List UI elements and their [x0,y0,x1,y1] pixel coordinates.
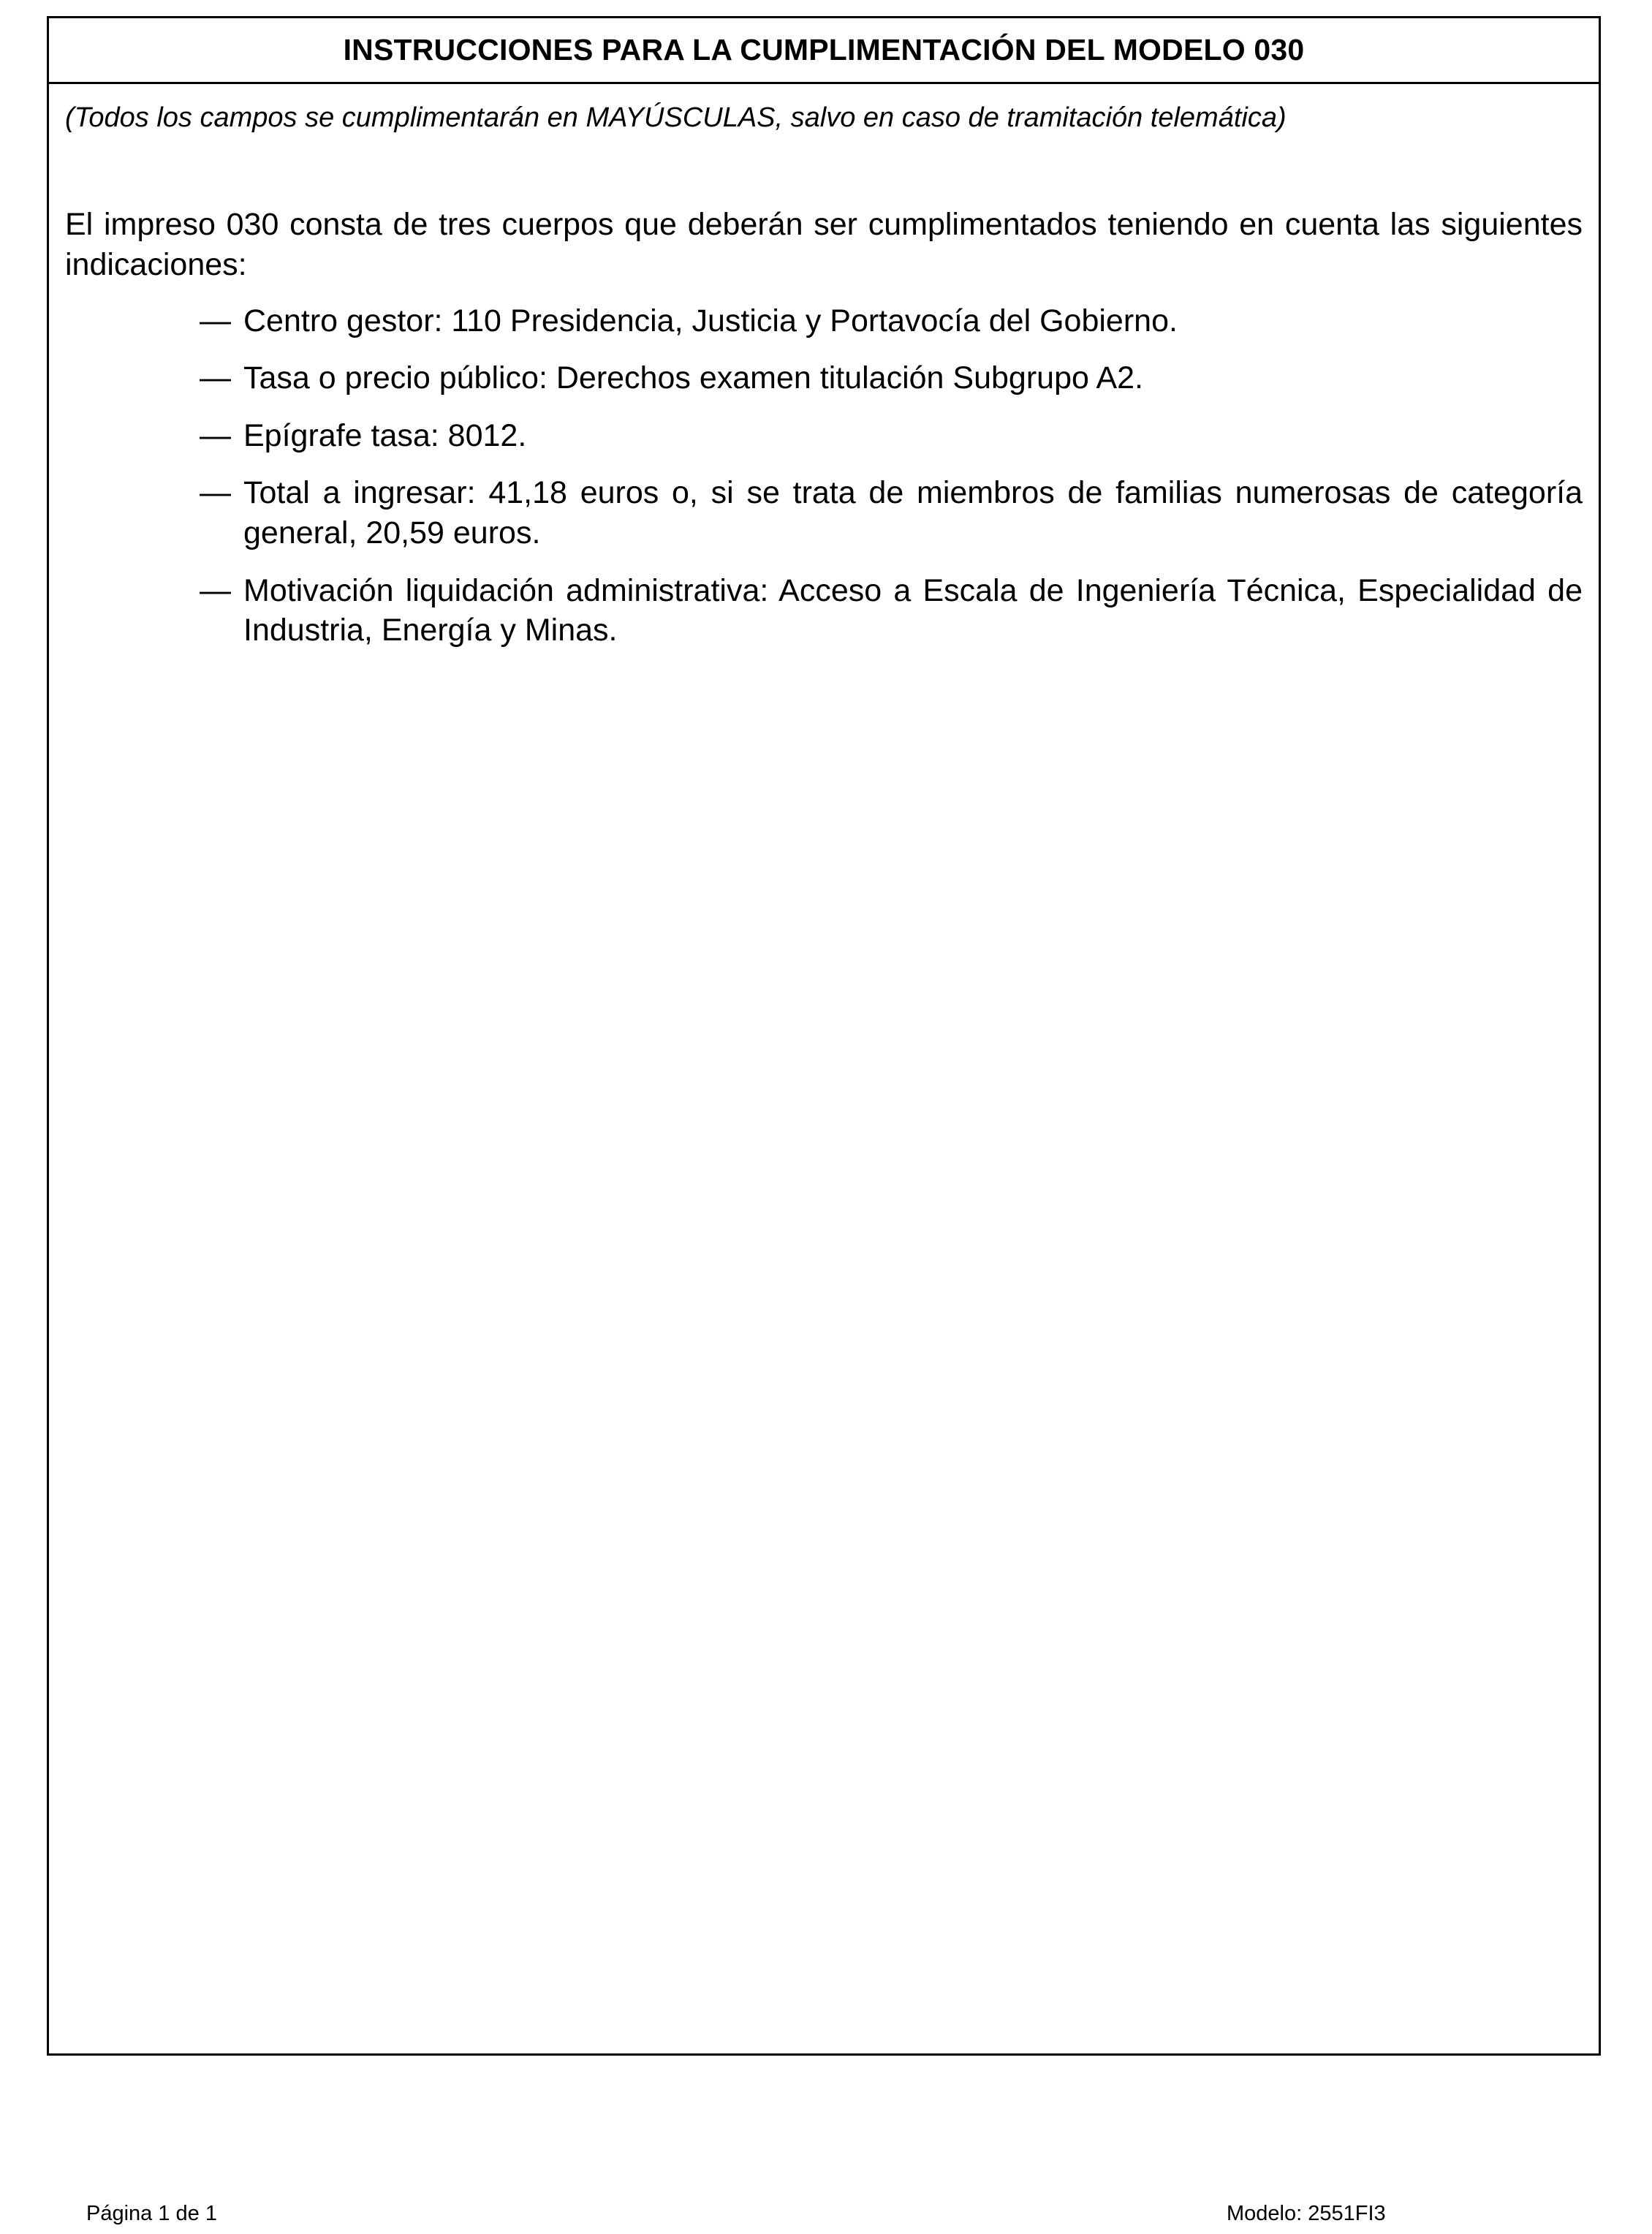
list-item-text: Motivación liquidación administrativa: Acceso a Escala de Ingeniería Técnica, Especialidad de Industria, Energía y Minas. [243,572,1583,648]
list-item-epigrafe [200,416,1583,456]
document-title: INSTRUCCIONES PARA LA CUMPLIMENTACIÓN DEL MODELO 030 [343,33,1305,67]
list-item-total [200,473,1583,553]
list-item-text: Total a ingresar: 41,18 euros o, si se trata de miembros de familias numerosas de categoría general, 20,59 euros. [243,475,1583,551]
indications-list [65,301,1583,651]
list-item-tasa [200,358,1583,398]
list-item-text: Epígrafe tasa: 8012. [243,417,527,453]
list-item-centro-gestor [200,301,1583,341]
list-item-motivacion [200,571,1583,651]
instructions-content [49,84,1599,651]
list-item-text: Tasa o precio público: Derechos examen titulación Subgrupo A2. [243,360,1144,396]
uppercase-note: (Todos los campos se cumplimentarán en MAYÚSCULAS, salvo en caso de tramitación telemática) [65,102,1287,133]
bullet-dash: — [200,303,231,338]
bullet-dash: — [200,360,231,396]
bullet-dash: — [200,475,231,511]
model-code: Modelo: 2551FI3 [1227,2202,1386,2225]
intro-paragraph: El impreso 030 consta de tres cuerpos que deberán ser cumplimentados teniendo en cuenta las siguientes indicaciones: [65,207,1583,282]
bullet-dash: — [200,572,231,608]
instructions-frame [47,16,1601,2056]
header-row [49,18,1599,84]
list-item-text: Centro gestor: 110 Presidencia, Justicia y Portavocía del Gobierno. [243,303,1178,338]
page-number: Página 1 de 1 [86,2202,217,2225]
bullet-dash: — [200,417,231,453]
